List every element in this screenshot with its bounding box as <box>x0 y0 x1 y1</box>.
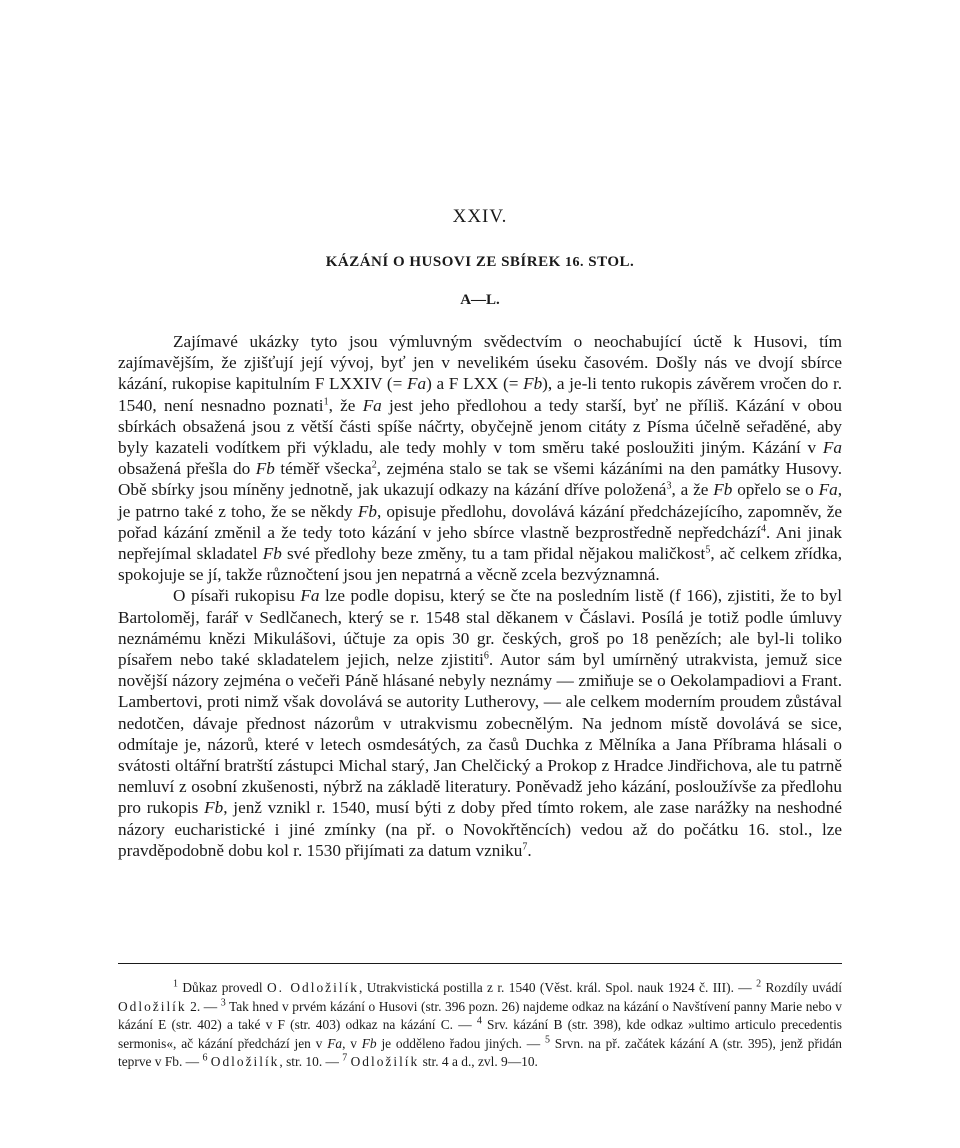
footnote-marker: 2 <box>756 978 762 990</box>
author-name: Odložilík <box>118 998 187 1014</box>
body-text <box>118 331 842 861</box>
manuscript-siglum: Fa <box>300 586 320 606</box>
footnote-marker: 6 <box>202 1052 208 1064</box>
chapter-number: XXIV. <box>452 206 508 227</box>
text-run: ), a je-li tento rukopis závěrem vročen do r. 1540, není nesnadno poznati <box>118 374 843 415</box>
text-run: , opisuje předlohu, dovolává kázání předcházejícího, zapomněv, že pořad kázání změnil a že tedy toto kázání v jeho sbírce vlastně bezprostředně nepředchází <box>118 501 843 542</box>
chapter-title-text: KÁZÁNÍ O HUSOVI ZE SBÍREK <box>325 254 566 270</box>
text-run: , zejména stalo se tak se všemi kázáními na den památky Husovy. Obě sbírky jsou míněny jednotně, jak ukazují odkazy na kázání dříve položená <box>118 459 843 500</box>
footnote-text: Rozdíly uvádí <box>761 980 842 995</box>
text-run: , že <box>328 395 363 415</box>
footnote-text: , str. 10. — <box>279 1054 343 1070</box>
text-run: , a že <box>671 480 714 500</box>
footnote-block <box>118 979 842 1072</box>
text-run: , je patrno také z toho, že se někdy <box>118 480 842 521</box>
footnote-marker: 3 <box>220 997 226 1009</box>
manuscript-siglum: Fb <box>361 1035 377 1051</box>
chapter-title-century: 16. <box>565 255 585 270</box>
footnote-marker: 7 <box>342 1052 348 1064</box>
footnote-marker: 4 <box>476 1015 482 1027</box>
footnote-ref: 6 <box>483 650 489 662</box>
text-run: , ač celkem zřídka, spokojuje se jí, takže různočtení jsou jen nepatrná a věcně zcela bezvýznamná. <box>118 544 842 585</box>
manuscript-siglum: Fa <box>406 374 427 394</box>
text-run: , jenž vznikl r. 1540, musí býti z doby před tímto rokem, ale zase narážky na neshodné názory eucharistické i jiné zmínky (na př. o Novokřtěncích) vedou až do počátku 16. stol., lze pravděpodobně dobu kol r. 1530 přijímati za datum vzniku <box>118 798 842 860</box>
text-run: . <box>527 840 532 860</box>
footnotes <box>118 979 842 1072</box>
author-name: Odložilík <box>210 1054 280 1070</box>
manuscript-siglum: Fb <box>262 544 282 564</box>
footnote-text: , Utrakvistická postilla z r. 1540 (Věst. král. Spol. nauk 1924 č. III). — <box>358 980 757 995</box>
text-run: téměř všecka <box>274 459 372 479</box>
chapter-title-suffix: STOL. <box>584 254 635 270</box>
footnote-text: , v <box>342 1035 362 1051</box>
manuscript-siglum: Fa <box>818 480 838 500</box>
footnote-text: Tak hned v prvém kázání o Husovi (str. 396 pozn. 26) najdeme odkaz na kázání o Navštívení panny Marie nebo v kázání E (str. 402) a také v F (str. 403) odkaz na kázání C. — <box>118 998 842 1033</box>
footnote-ref: 2 <box>371 459 377 471</box>
manuscript-siglum: Fb <box>357 501 377 521</box>
footnote-ref: 7 <box>522 841 528 853</box>
footnote-ref: 3 <box>666 480 672 492</box>
text-run: ) a F LXX (= <box>426 374 524 394</box>
text-run: O písaři rukopisu <box>173 586 301 606</box>
footnote-text: Srvn. na př. začátek kázání A (str. 395), jenž přidán teprve v Fb. — <box>118 1035 842 1070</box>
footnote-text: je odděleno řadou jiných. — <box>376 1035 545 1051</box>
text-run: . Autor sám byl umírněný utrakvista, jemuž sice novější názory zejména o večeři Páně hlásané nebyly neznámy — zmiňuje se o Oekolampadiovi a Frant. Lambertovi, proti nimž však dovolává se autority Lutherovy, — ale celkem moderním proudem zůstával nedotčen, dávaje přednost názorům v utrakvismu zobecnělým. Na jednom místě dovolává se sice, odmítaje je, názorů, které v letech osmdesátých, za časů Duchka z Mělníka a Jana Příbrama hlásali o svátosti oltářní bratrští zástupci Michal starý, Jan Chelčický a Prokop z Hradce Jindřichova, ale tu patrně nemluví z osobní zkušenosti, nýbrž na základě literatury. Poněvadž jeho kázání, posloužívše za předlohu pro rukopis <box>118 650 842 818</box>
footnote-marker: 1 <box>173 978 178 990</box>
manuscript-siglum: Fb <box>204 798 224 818</box>
footnote-ref: 5 <box>705 544 711 556</box>
footnote-divider <box>118 963 842 964</box>
manuscript-siglum: Fa <box>362 395 382 415</box>
footnote-ref: 1 <box>323 395 329 407</box>
manuscript-siglum: Fb <box>255 459 275 479</box>
section-label: A—L. <box>460 292 500 308</box>
footnote-text: 2. — <box>186 998 221 1014</box>
author-name: Odložilík <box>350 1054 420 1070</box>
text-run: opřelo se o <box>732 480 819 500</box>
text-run: jest jeho předlohou a tedy starší, byť ne příliš. Kázání v obou sbírkách obsažená jsou z větší části spíše náčrty, obyčejně jenom citáty z Písma účelně seřaděné, aby byly kazateli vodítkem při výkladu, ale tedy mohly v tom směru také posloužiti jiným. Kázání v <box>118 395 842 458</box>
manuscript-siglum: Fb <box>713 480 733 500</box>
footnote-text: str. 4 a d., zvl. 9—10. <box>419 1054 538 1070</box>
manuscript-siglum: Fb <box>523 374 543 394</box>
text-run: své předlohy beze změny, tu a tam přidal nějakou maličkost <box>281 544 706 564</box>
text-run: . Ani jinak nepřejímal skladatel <box>118 522 842 564</box>
text-run: lze podle dopisu, který se čte na posledním listě (f 166), zjistiti, že to byl Bartoloměj, farář v Sedlčanech, který se r. 1548 stal děkanem v Čáslavi. Posílá je totiž podle úmluvy neznámému knězi Mikulášovi, účtuje za opis 30 gr. českých, groš po 18 penězích; ale byl-li toliko písařem nebo také skladatelem jejich, nelze zjistiti <box>118 586 842 670</box>
footnote-text: Důkaz provedl <box>178 980 267 995</box>
text-run: obsažená přešla do <box>118 459 256 479</box>
footnote-text: Srv. kázání B (str. 398), kde odkaz »ultimo articulo precedentis sermonis«, ač kázání předchází jen v <box>118 1017 842 1051</box>
text-run: Zajímavé ukázky tyto jsou výmluvným svědectvím o neochabující úctě k Husovi, tím zajímavějším, že zjišťují její vývoj, byť jen v nevelikém úseku časovém. Došly nás ve dvojí sbírce kázání, rukopise kapitulním F LXXIV (= <box>118 332 842 394</box>
manuscript-siglum: Fa <box>822 438 842 458</box>
chapter-title <box>0 254 960 271</box>
footnote-ref: 4 <box>761 523 767 535</box>
paragraph-2 <box>118 585 842 861</box>
paragraph-1 <box>118 331 842 585</box>
author-name: O. Odložilík <box>266 980 359 995</box>
manuscript-siglum: Fa <box>327 1035 343 1051</box>
footnote-marker: 5 <box>544 1034 550 1046</box>
